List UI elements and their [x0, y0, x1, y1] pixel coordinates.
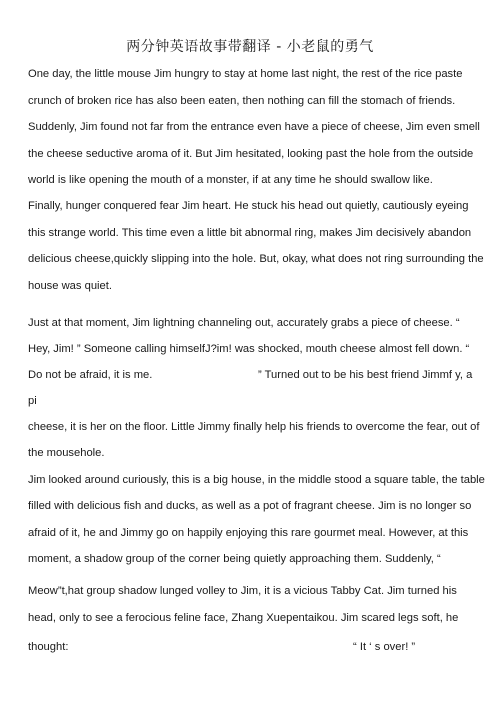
text-line: the cheese seductive aroma of it. But Jim hesitated, looking past the hole from the outside: [28, 148, 474, 160]
text-line: Just at that moment, Jim lightning channeling out, accurately grabs a piece of cheese. “: [28, 317, 460, 329]
text-line: filled with delicious fish and ducks, as well as a pot of fragrant cheese. Jim is no longer so: [28, 500, 472, 512]
text-line: head, only to see a ferocious feline face, Zhang Xuepentaikou. Jim scared legs soft, he: [28, 612, 459, 624]
text-line: pi: [28, 395, 37, 407]
text-fragment: ” Turned out to be his best friend Jimmf y, a: [258, 369, 473, 381]
text-line: this strange world. This time even a little bit abnormal ring, makes Jim decisively abandon: [28, 227, 472, 239]
text-line: delicious cheese,quickly slipping into the hole. But, okay, what does not ring surrounding the: [28, 253, 484, 265]
text-line: crunch of broken rice has also been eaten, then nothing can fill the stomach of friends.: [28, 95, 456, 107]
text-line: Meow”t,hat group shadow lunged volley to Jim, it is a vicious Tabby Cat. Jim turned his: [28, 585, 457, 597]
text-line: cheese, it is her on the floor. Little Jimmy finally help his friends to overcome the fear, out of: [28, 421, 480, 433]
text-line: Hey, Jim! ” Someone calling himselfJ?im! was shocked, mouth cheese almost fell down. “: [28, 343, 470, 355]
text-line: One day, the little mouse Jim hungry to stay at home last night, the rest of the rice paste: [28, 68, 463, 80]
text-line: house was quiet.: [28, 280, 112, 292]
text-line: thought:: [28, 641, 69, 653]
text-line: Suddenly, Jim found not far from the entrance even have a piece of cheese, Jim even smell: [28, 121, 480, 133]
text-fragment: “ It ‘ s over! ”: [353, 641, 416, 653]
text-line: Do not be afraid, it is me.: [28, 369, 153, 381]
text-line: world is like opening the mouth of a monster, if at any time he should swallow like.: [28, 174, 433, 186]
text-line: the mousehole.: [28, 447, 105, 459]
document-title: 两分钟英语故事带翻译 - 小老鼠的勇气: [126, 39, 374, 55]
text-line: Jim looked around curiously, this is a big house, in the middle stood a square table, the table: [28, 474, 485, 486]
text-line: moment, a shadow group of the corner being quietly approaching them. Suddenly, “: [28, 553, 441, 565]
text-line: Finally, hunger conquered fear Jim heart. He stuck his head out quietly, cautiously eyeing: [28, 200, 469, 212]
text-line: afraid of it, he and Jimmy go on happily enjoying this rare gourmet meal. However, at this: [28, 527, 469, 539]
